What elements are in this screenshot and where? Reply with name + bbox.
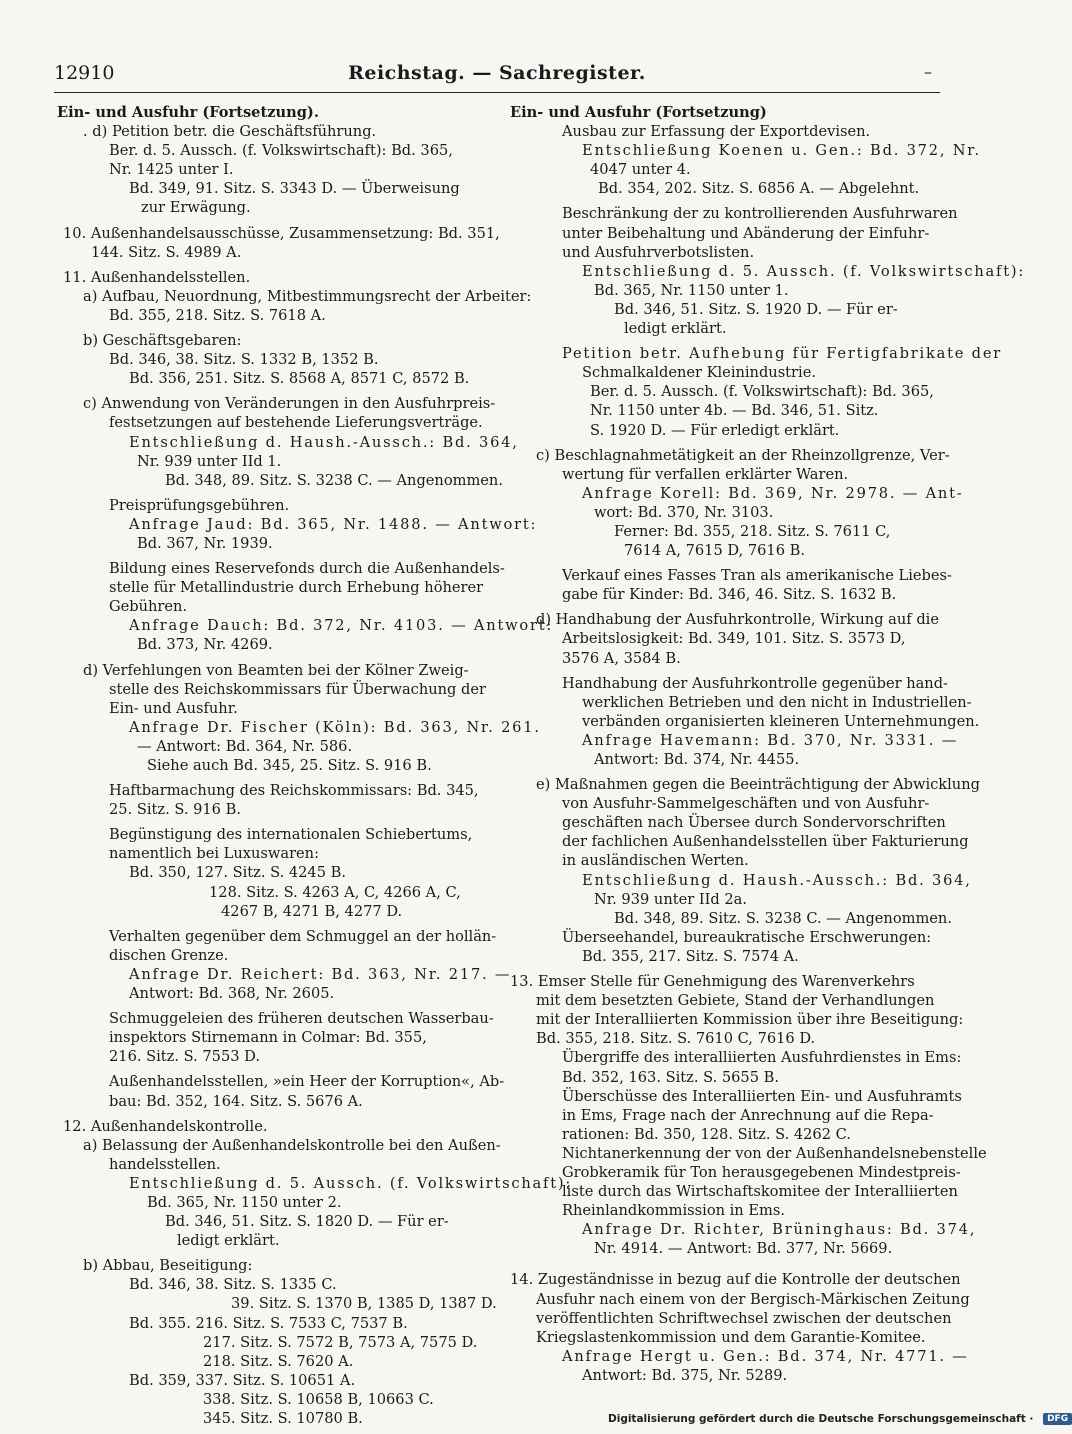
index-line: Beschränkung der zu kontrollierenden Ausfuhrwaren (562, 205, 958, 223)
index-line: ledigt erklärt. (177, 1232, 280, 1250)
index-line: Schmuggeleien des früheren deutschen Wasserbau- (109, 1010, 494, 1028)
running-title: Reichstag. — Sachregister. (348, 62, 646, 84)
index-line: Verkauf eines Fasses Tran als amerikanische Liebes- (562, 567, 952, 585)
index-line: Anfrage Hergt u. Gen.: Bd. 374, Nr. 4771. — (562, 1347, 969, 1365)
index-line: b) Geschäftsgebaren: (83, 332, 242, 350)
index-line: Anfrage Korell: Bd. 369, Nr. 2978. — Ant- (582, 484, 964, 502)
index-line: 216. Sitz. S. 7553 D. (109, 1048, 260, 1066)
index-line: 7614 A, 7615 D, 7616 B. (624, 542, 805, 560)
index-line: 14. Zugeständnisse in bezug auf die Kontrolle der deutschen (510, 1271, 961, 1289)
index-line: 4047 unter 4. (590, 161, 691, 179)
index-line: . d) Petition betr. die Geschäftsführung. (83, 123, 377, 141)
index-line: wertung für verfallen erklärter Waren. (562, 465, 849, 483)
index-line: in Ems, Frage nach der Anrechnung auf die Repa- (562, 1106, 934, 1124)
index-line: Bd. 355, 218. Sitz. S. 7618 A. (109, 306, 326, 324)
page-number: 12910 (54, 62, 115, 84)
index-line: Bd. 367, Nr. 1939. (137, 534, 273, 552)
index-line: Bd. 350, 127. Sitz. S. 4245 B. (129, 864, 347, 882)
index-line: Entschließung Koenen u. Gen.: Bd. 372, Nr. (582, 142, 981, 160)
index-line: unter Beibehaltung und Abänderung der Einfuhr- (562, 224, 930, 242)
index-line: Haftbarmachung des Reichskommissars: Bd. 345, (109, 782, 479, 800)
index-line: liste durch das Wirtschaftskomitee der Interalliierten (562, 1183, 958, 1201)
index-line: Ein- und Ausfuhr (Fortsetzung) (510, 104, 767, 121)
index-line: Anfrage Dr. Fischer (Köln): Bd. 363, Nr. 261. (129, 718, 541, 736)
index-line: Grobkeramik für Ton herausgegebenen Mindestpreis- (562, 1163, 961, 1181)
index-line: Nr. 1425 unter I. (109, 161, 234, 179)
index-line: Bd. 359, 337. Sitz. S. 10651 A. (129, 1371, 356, 1389)
index-line: Bildung eines Reservefonds durch die Außenhandels- (109, 560, 505, 578)
index-line: 128. Sitz. S. 4263 A, C, 4266 A, C, (209, 883, 461, 901)
index-line: 39. Sitz. S. 1370 B, 1385 D, 1387 D. (231, 1295, 497, 1313)
index-line: festsetzungen auf bestehende Lieferungsverträge. (109, 414, 483, 432)
index-line: Nr. 1150 unter 4b. — Bd. 346, 51. Sitz. (590, 402, 879, 420)
index-line: 25. Sitz. S. 916 B. (109, 801, 241, 819)
index-line: handelsstellen. (109, 1155, 221, 1173)
index-line: der fachlichen Außenhandelsstellen über Fakturierung (562, 833, 969, 851)
index-line: Bd. 346, 38. Sitz. S. 1335 C. (129, 1276, 337, 1294)
index-line: Nr. 939 unter IId 2a. (594, 890, 747, 908)
index-line: 11. Außenhandelsstellen. (63, 268, 251, 286)
index-line: Anfrage Dr. Richter, Brüninghaus: Bd. 374, (582, 1221, 977, 1239)
footer-credit (608, 1413, 1072, 1425)
index-line: gabe für Kinder: Bd. 346, 46. Sitz. S. 1632 B. (562, 586, 897, 604)
index-line: Bd. 373, Nr. 4269. (137, 636, 273, 654)
index-line: bau: Bd. 352, 164. Sitz. S. 5676 A. (109, 1092, 363, 1110)
index-line: Bd. 348, 89. Sitz. S. 3238 C. — Angenommen. (165, 471, 503, 489)
index-line: Bd. 355, 218. Sitz. S. 7610 C, 7616 D. (536, 1030, 816, 1048)
index-line: Entschließung d. 5. Aussch. (f. Volkswirtschaft): (129, 1174, 573, 1192)
footer-text: Digitalisierung gefördert durch die Deutsche Forschungsgemeinschaft · (608, 1413, 1034, 1425)
index-line: b) Abbau, Beseitigung: (83, 1257, 253, 1275)
index-line: 345. Sitz. S. 10780 B. (203, 1410, 363, 1427)
index-line: Nr. 939 unter IId 1. (137, 452, 282, 470)
index-line: Antwort: Bd. 368, Nr. 2605. (129, 985, 335, 1003)
index-line: 12. Außenhandelskontrolle. (63, 1117, 268, 1135)
index-line: werklichen Betrieben und den nicht in Industriellen- (582, 693, 972, 711)
corner-dash-mark: – (924, 62, 932, 81)
index-line: d) Handhabung der Ausfuhrkontrolle, Wirkung auf die (536, 611, 939, 629)
index-line: c) Anwendung von Veränderungen in den Ausfuhrpreis- (83, 395, 496, 413)
index-line: 218. Sitz. S. 7620 A. (203, 1352, 354, 1370)
index-line: Ein- und Ausfuhr (Fortsetzung). (57, 104, 319, 121)
right-column (510, 103, 1026, 1385)
index-line: Rheinlandkommission in Ems. (562, 1202, 785, 1220)
index-line: Verhalten gegenüber dem Schmuggel an der hollän- (109, 927, 497, 945)
index-line: c) Beschlagnahmetätigkeit an der Rheinzollgrenze, Ver- (536, 446, 950, 464)
index-line: Bd. 355. 216. Sitz. S. 7533 C, 7537 B. (129, 1314, 408, 1332)
index-line: Petition betr. Aufhebung für Fertigfabrikate der (562, 345, 1003, 363)
index-line: a) Belassung der Außenhandelskontrolle bei den Außen- (83, 1136, 501, 1154)
index-line: stelle für Metallindustrie durch Erhebung höherer (109, 579, 484, 597)
index-line: 144. Sitz. S. 4989 A. (91, 243, 242, 261)
index-line: Bd. 346, 51. Sitz. S. 1820 D. — Für er- (165, 1213, 449, 1231)
index-line: Nr. 4914. — Antwort: Bd. 377, Nr. 5669. (594, 1240, 893, 1258)
index-line: Anfrage Dauch: Bd. 372, Nr. 4103. — Antwort: (129, 617, 554, 635)
index-line: ledigt erklärt. (624, 320, 727, 338)
index-line: Entschließung d. Haush.-Aussch.: Bd. 364, (582, 871, 972, 889)
index-line: Bd. 356, 251. Sitz. S. 8568 A, 8571 C, 8572 B. (129, 370, 470, 388)
index-line: 4267 B, 4271 B, 4277 D. (221, 902, 403, 920)
index-line: Handhabung der Ausfuhrkontrolle gegenüber hand- (562, 674, 948, 692)
header-rule (54, 92, 940, 93)
index-line: veröffentlichten Schriftwechsel zwischen der deutschen (536, 1309, 952, 1327)
index-line: Bd. 365, Nr. 1150 unter 1. (594, 281, 789, 299)
index-line: wort: Bd. 370, Nr. 3103. (594, 503, 774, 521)
index-line: S. 1920 D. — Für erledigt erklärt. (590, 421, 840, 439)
index-line: 10. Außenhandelsausschüsse, Zusammensetzung: Bd. 351, (63, 224, 500, 242)
index-line: Anfrage Jaud: Bd. 365, Nr. 1488. — Antwort: (129, 515, 538, 533)
dfg-logo: DFG (1043, 1413, 1072, 1425)
index-line: Ausfuhr nach einem von der Bergisch-Märkischen Zeitung (536, 1290, 970, 1308)
index-line: inspektors Stirnemann in Colmar: Bd. 355, (109, 1029, 427, 1047)
index-line: Ber. d. 5. Aussch. (f. Volkswirtschaft): Bd. 365, (590, 383, 934, 401)
index-line: rationen: Bd. 350, 128. Sitz. S. 4262 C. (562, 1125, 851, 1143)
left-column (57, 103, 573, 1428)
index-line: Anfrage Dr. Reichert: Bd. 363, Nr. 217. — (129, 965, 512, 983)
index-line: Bd. 355, 217. Sitz. S. 7574 A. (582, 947, 799, 965)
index-line: stelle des Reichskommissars für Überwachung der (109, 680, 486, 698)
index-line: mit der Interalliierten Kommission über ihre Beseitigung: (536, 1011, 964, 1029)
index-line: Siehe auch Bd. 345, 25. Sitz. S. 916 B. (147, 757, 432, 774)
index-line: geschäften nach Übersee durch Sondervorschriften (562, 814, 946, 832)
index-line: Überschüsse des Interalliierten Ein- und Ausfuhramts (562, 1087, 962, 1105)
index-line: 13. Emser Stelle für Genehmigung des Warenverkehrs (510, 973, 915, 991)
index-line: Bd. 346, 51. Sitz. S. 1920 D. — Für er- (614, 300, 898, 318)
index-line: Entschließung d. Haush.-Aussch.: Bd. 364, (129, 433, 519, 451)
index-line: 3576 A, 3584 B. (562, 649, 681, 667)
index-line: Preisprüfungsgebühren. (109, 496, 290, 514)
index-line: namentlich bei Luxuswaren: (109, 845, 319, 863)
index-line: Gebühren. (109, 598, 188, 616)
index-line: Antwort: Bd. 374, Nr. 4455. (594, 751, 800, 768)
index-line: 217. Sitz. S. 7572 B, 7573 A, 7575 D. (203, 1333, 478, 1351)
index-line: verbänden organisierten kleineren Unternehmungen. (582, 712, 980, 730)
index-line: — Antwort: Bd. 364, Nr. 586. (137, 737, 353, 755)
index-line: von Ausfuhr-Sammelgeschäften und von Ausfuhr- (562, 795, 930, 813)
index-line: e) Maßnahmen gegen die Beeinträchtigung der Abwicklung (536, 776, 980, 794)
index-line: a) Aufbau, Neuordnung, Mitbestimmungsrecht der Arbeiter: (83, 287, 532, 305)
index-line: Entschließung d. 5. Aussch. (f. Volkswirtschaft): (582, 262, 1026, 280)
index-line: Schmalkaldener Kleinindustrie. (582, 364, 816, 382)
index-line: Nichtanerkennung der von der Außenhandelsnebenstelle (562, 1144, 987, 1162)
index-line: Antwort: Bd. 375, Nr. 5289. (582, 1366, 788, 1384)
index-line: Bd. 354, 202. Sitz. S. 6856 A. — Abgelehnt. (598, 180, 920, 198)
index-line: mit dem besetzten Gebiete, Stand der Verhandlungen (536, 992, 935, 1010)
index-line: Bd. 352, 163. Sitz. S. 5655 B. (562, 1068, 780, 1086)
index-line: Bd. 348, 89. Sitz. S. 3238 C. — Angenommen. (614, 909, 952, 927)
index-line: Kriegslastenkommission und dem Garantie-Komitee. (536, 1328, 926, 1346)
index-line: in ausländischen Werten. (562, 852, 749, 870)
index-line: Überseehandel, bureaukratische Erschwerungen: (562, 928, 932, 946)
index-line: Bd. 365, Nr. 1150 unter 2. (147, 1193, 342, 1211)
index-line: Ein- und Ausfuhr. (109, 699, 238, 717)
index-line: Außenhandelsstellen, »ein Heer der Korruption«, Ab- (109, 1073, 505, 1091)
index-line: Ber. d. 5. Aussch. (f. Volkswirtschaft): Bd. 365, (109, 142, 453, 160)
index-line: Arbeitslosigkeit: Bd. 349, 101. Sitz. S. 3573 D, (562, 630, 906, 648)
index-line: 338. Sitz. S. 10658 B, 10663 C. (203, 1390, 434, 1408)
index-line: Begünstigung des internationalen Schiebertums, (109, 826, 473, 844)
index-line: Bd. 349, 91. Sitz. S. 3343 D. — Überweisung (129, 180, 460, 198)
index-line: Anfrage Havemann: Bd. 370, Nr. 3331. — (582, 731, 959, 749)
index-line: zur Erwägung. (141, 199, 251, 217)
index-line: Ausbau zur Erfassung der Exportdevisen. (562, 123, 871, 141)
index-line: Bd. 346, 38. Sitz. S. 1332 B, 1352 B. (109, 351, 379, 369)
running-header (54, 62, 940, 86)
index-line: Übergriffe des interalliierten Ausfuhrdienstes in Ems: (562, 1049, 962, 1067)
index-line: d) Verfehlungen von Beamten bei der Kölner Zweig- (83, 661, 469, 679)
index-line: dischen Grenze. (109, 946, 229, 964)
index-line: Ferner: Bd. 355, 218. Sitz. S. 7611 C, (614, 522, 891, 540)
index-line: und Ausfuhrverbotslisten. (562, 243, 755, 261)
